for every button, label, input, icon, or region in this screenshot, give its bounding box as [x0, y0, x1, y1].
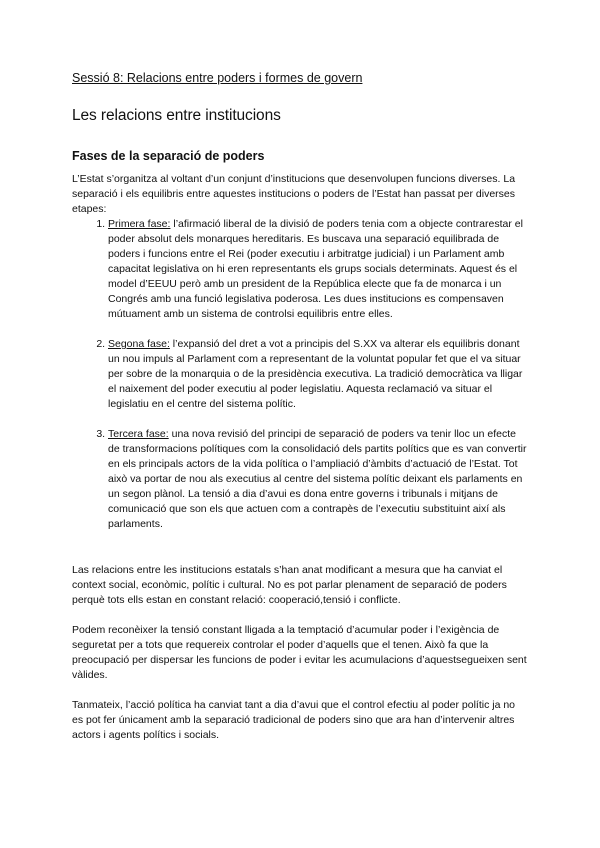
page-heading: Les relacions entre institucions — [72, 107, 281, 124]
body-paragraph-1: Las relacions entre les institucions estatals s’han anat modificant a mesura que ha canviat el context social, econòmic, polític i cultural. No es pot parlar plenament de separació de poders perquè tots ells estan en constant relació: cooperació,tensió i conflicte. — [72, 564, 507, 606]
phase-item-1 — [108, 217, 528, 322]
body-paragraph-3: Tanmateix, l’acció política ha canviat tant a dia d’avui que el control efectiu al poder polític ja no es pot fer únicament amb la separació tradicional de poders sino que ara han d’intervenir altres actors i agents polítics i socials. — [72, 699, 516, 741]
phase-label: Segona fase: — [108, 338, 170, 350]
phase-label: Primera fase: — [108, 218, 171, 230]
phases-list — [72, 217, 528, 532]
phase-label: Tercera fase: — [108, 428, 169, 440]
phase-item-3 — [108, 427, 528, 532]
phase-text: una nova revisió del principi de separació de poders va tenir lloc un efecte de transformacions polítiques com la consolidació dels partits polítics que es van convertir en els principals actors de la vida política o l’ampliació d’àmbits d’actuació de l’Estat. Tot això va portar de nou als executius al centre del sistema polític deixant els parlaments en un segon plànol. La tensió a dia d’avui es dona entre governs i tribunals i mitjans de comunicació que son els que actuen com a contrapès de l’executiu substituint així als parlaments. — [108, 428, 527, 530]
phase-text: l’expansió del dret a vot a principis del S.XX va alterar els equilibris donant un nou impuls al Parlament com a representant de la voluntat popular fet que el va situar per sobre de la monarquia o de la presidència executiva. La tradició democràtica va lligar el naixement del poder executiu al poder legislatiu. Aquesta reclamació va situar el legislatiu en el centre del sistema polític. — [108, 338, 523, 410]
phase-item-2 — [108, 337, 528, 412]
body-paragraph-2: Podem reconèixer la tensió constant lligada a la temptació d’acumular poder i l’exigència de seguretat per a tots que requereix controlar el poder d’aquells que el tenen. Això fa que la preocupació per dispersar les funcions de poder i evitar les acumulacions d’aquestsegueixen sent vàlides. — [72, 624, 527, 681]
section-heading: Fases de la separació de poders — [72, 149, 265, 163]
intro-paragraph: L’Estat s’organitza al voltant d’un conjunt d’institucions que desenvolupen funcions diverses. La separació i els equilibris entre aquestes institucions o poders de l’Estat han passat per diverses etapes: — [72, 173, 516, 215]
phase-text: l’afirmació liberal de la divisió de poders tenia com a objecte contrarestar el poder absolut dels monarques hereditaris. Es buscava una separació equilibrada de poders i funcions entre el Rei (poder executiu i arbitratge judicial) i un Parlament amb capacitat legislativa on hi eren representants els grups socials determinats. Aquest és el model d’EEUU però amb un president de la República electe que fa de monarca i un Congrés amb una funció legislativa poderosa. Les dues institucions es compensaven mútuament amb un sistema de controlsi equilibris entre elles. — [108, 218, 523, 320]
session-title: Sessió 8: Relacions entre poders i formes de govern — [72, 71, 363, 85]
